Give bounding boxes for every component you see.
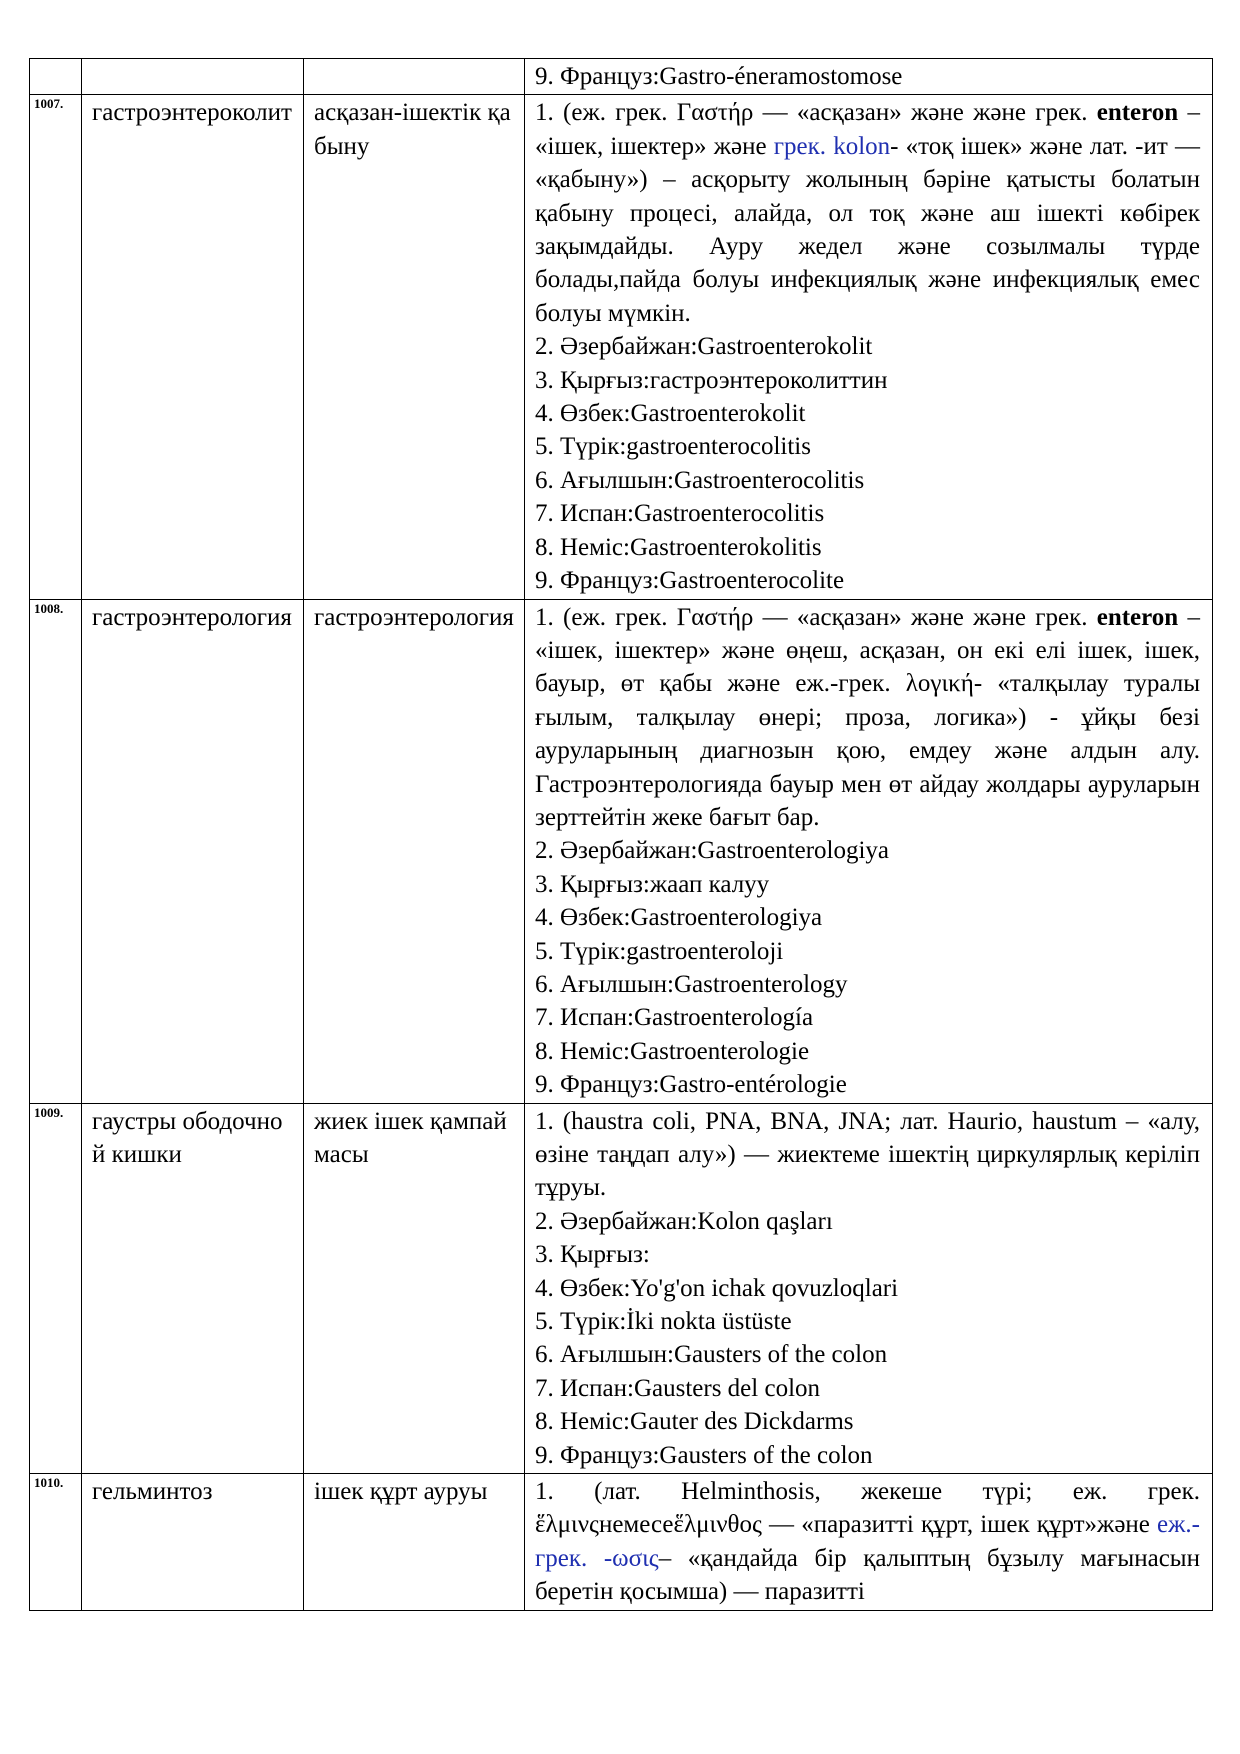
language-translation-line: 7. Испан:Gausters del colon bbox=[535, 1374, 821, 1402]
language-translation-line: 6. Ағылшын:Gastroenterocolitis bbox=[535, 466, 865, 494]
table-row bbox=[30, 1103, 1213, 1473]
language-translation-line: 3. Қырғыз: bbox=[535, 1241, 650, 1269]
language-translation-line: 9. Француз:Gastro-entérologie bbox=[535, 1071, 847, 1099]
language-translation-line: 4. Өзбек:Gastroenterokolit bbox=[535, 400, 806, 428]
language-translation-line: 3. Қырғыз:жаап калуу bbox=[535, 870, 770, 898]
table-row bbox=[30, 599, 1213, 1103]
language-translation-line: 6. Ағылшын:Gausters of the colon bbox=[535, 1341, 888, 1369]
definition-segment: 1. (еж. грек. Γαστήρ — «асқазан» және және грек. bbox=[535, 603, 1097, 631]
definition-text bbox=[535, 1475, 1200, 1609]
language-translation-line: 6. Ағылшын:Gastroenterology bbox=[535, 970, 848, 998]
language-translation-line: 4. Өзбек:Gastroenterologiya bbox=[535, 904, 823, 932]
table-row bbox=[30, 95, 1213, 599]
table-row bbox=[30, 1474, 1213, 1611]
definition-cell bbox=[525, 1103, 1213, 1473]
language-translation-line: 2. Әзербайжан:Kolon qaşları bbox=[535, 1207, 833, 1235]
definition-cell bbox=[525, 59, 1213, 95]
definition-segment: – «қандайда бір қалыптың бұзылу мағынасын беретін қосымша) — паразитті bbox=[535, 1544, 1200, 1606]
definition-cell bbox=[525, 599, 1213, 1103]
term-cell: гастроэнтерология bbox=[82, 599, 304, 1103]
language-translation-line: 8. Неміс:Gastroenterologie bbox=[535, 1037, 810, 1065]
definition-segment: – «ішек, ішектер» және bbox=[535, 99, 1200, 160]
language-translation-line: 5. Түрік:İki nokta üstüste bbox=[535, 1308, 792, 1336]
translation-cell: гастроэнтерология bbox=[304, 599, 525, 1103]
language-translation-line: 7. Испан:Gastroenterocolitis bbox=[535, 500, 825, 528]
highlighted-term: еж.-грек. -ωσις bbox=[535, 1511, 1200, 1572]
definition-text bbox=[535, 96, 1200, 330]
language-translation-line: 8. Неміс:Gauter des Dickdarms bbox=[535, 1408, 854, 1436]
language-translation-line: 5. Түрік:gastroenteroloji bbox=[535, 937, 784, 965]
definition-text bbox=[535, 601, 1200, 835]
definition-cell bbox=[525, 95, 1213, 599]
definition-segment: 1. (haustra coli, PNA, BNA, JNA; лат. Haurio, haustum – «алу, өзіне таңдап алу») — жиектеме ішектің циркулярлық керіліп тұруы. bbox=[535, 1107, 1200, 1202]
term-cell bbox=[82, 59, 304, 95]
entry-number: 1007. bbox=[30, 95, 82, 599]
definition-segment: – «ішек, ішектер» және өңеш, асқазан, он екі елі ішек, ішек, бауыр, өт қабы және еж.-грек. λογική- «талқылау туралы ғылым, талқылау өнері; проза, логика») - ұйқы безі ауруларының диагнозын қою, емдеу және алдын алу. Гастроэнтерологияда бауыр мен өт айдау жолдары ауруларын зерттейтін жеке бағыт бар. bbox=[535, 603, 1200, 831]
language-translation-line: 2. Әзербайжан:Gastroenterologiya bbox=[535, 837, 890, 865]
table-row bbox=[30, 59, 1213, 95]
entry-number: 1010. bbox=[30, 1474, 82, 1611]
translation-cell: жиек ішек қампаймасы bbox=[304, 1103, 525, 1473]
term-cell: гаустры ободочной кишки bbox=[82, 1103, 304, 1473]
term-cell: гастроэнтероколит bbox=[82, 95, 304, 599]
entry-number: 1009. bbox=[30, 1103, 82, 1473]
translation-cell: ішек құрт ауруы bbox=[304, 1474, 525, 1611]
highlighted-term: грек. kolon bbox=[773, 132, 891, 160]
definition-text bbox=[535, 1105, 1200, 1205]
definition-cell bbox=[525, 1474, 1213, 1611]
language-translation-line: 4. Өзбек:Yo'g'on ichak qovuzloqlari bbox=[535, 1274, 899, 1302]
definition-segment: 1. (лат. Helminthosis, жекеше түрі; еж. грек. ἕλμινςнемесеἕλμινθος — «паразитті құрт, ішек құрт»және bbox=[535, 1478, 1200, 1539]
bold-term: enteron bbox=[1096, 99, 1179, 127]
definition-segment: 1. (еж. грек. Γαστήρ — «асқазан» және және грек. bbox=[535, 99, 1097, 127]
definition-segment: - «тоқ ішек» және лат. -ит — «қабыну») – асқорыту жолының бәріне қатысты болатын қабыну процесі, алайда, ол тоқ және аш ішекті көбірек зақымдайды. Ауру жедел және созылмалы түрде болады,пайда болуы инфекциялық және инфекциялық емес болуы мүмкін. bbox=[535, 132, 1200, 327]
translation-cell bbox=[304, 59, 525, 95]
entry-number bbox=[30, 59, 82, 95]
bold-term: enteron bbox=[1096, 603, 1179, 631]
term-cell: гельминтоз bbox=[82, 1474, 304, 1611]
dictionary-table bbox=[29, 58, 1213, 1611]
language-translation-line: 8. Неміс:Gastroenterokolitis bbox=[535, 533, 822, 561]
language-translation-line: 5. Түрік:gastroenterocolitis bbox=[535, 433, 811, 461]
translation-cell: асқазан-ішектік қабыну bbox=[304, 95, 525, 599]
language-translation-line: 2. Әзербайжан:Gastroenterokolit bbox=[535, 333, 873, 361]
language-translation-line: 3. Қырғыз:гастроэнтероколиттин bbox=[535, 366, 888, 394]
language-translation-line: 9. Француз:Gastro-éneramostomose bbox=[535, 63, 903, 90]
language-translation-line: 9. Француз:Gastroenterocolite bbox=[535, 567, 845, 595]
entry-number: 1008. bbox=[30, 599, 82, 1103]
language-translation-line: 7. Испан:Gastroenterología bbox=[535, 1004, 814, 1032]
language-translation-line: 9. Француз:Gausters of the colon bbox=[535, 1441, 873, 1469]
